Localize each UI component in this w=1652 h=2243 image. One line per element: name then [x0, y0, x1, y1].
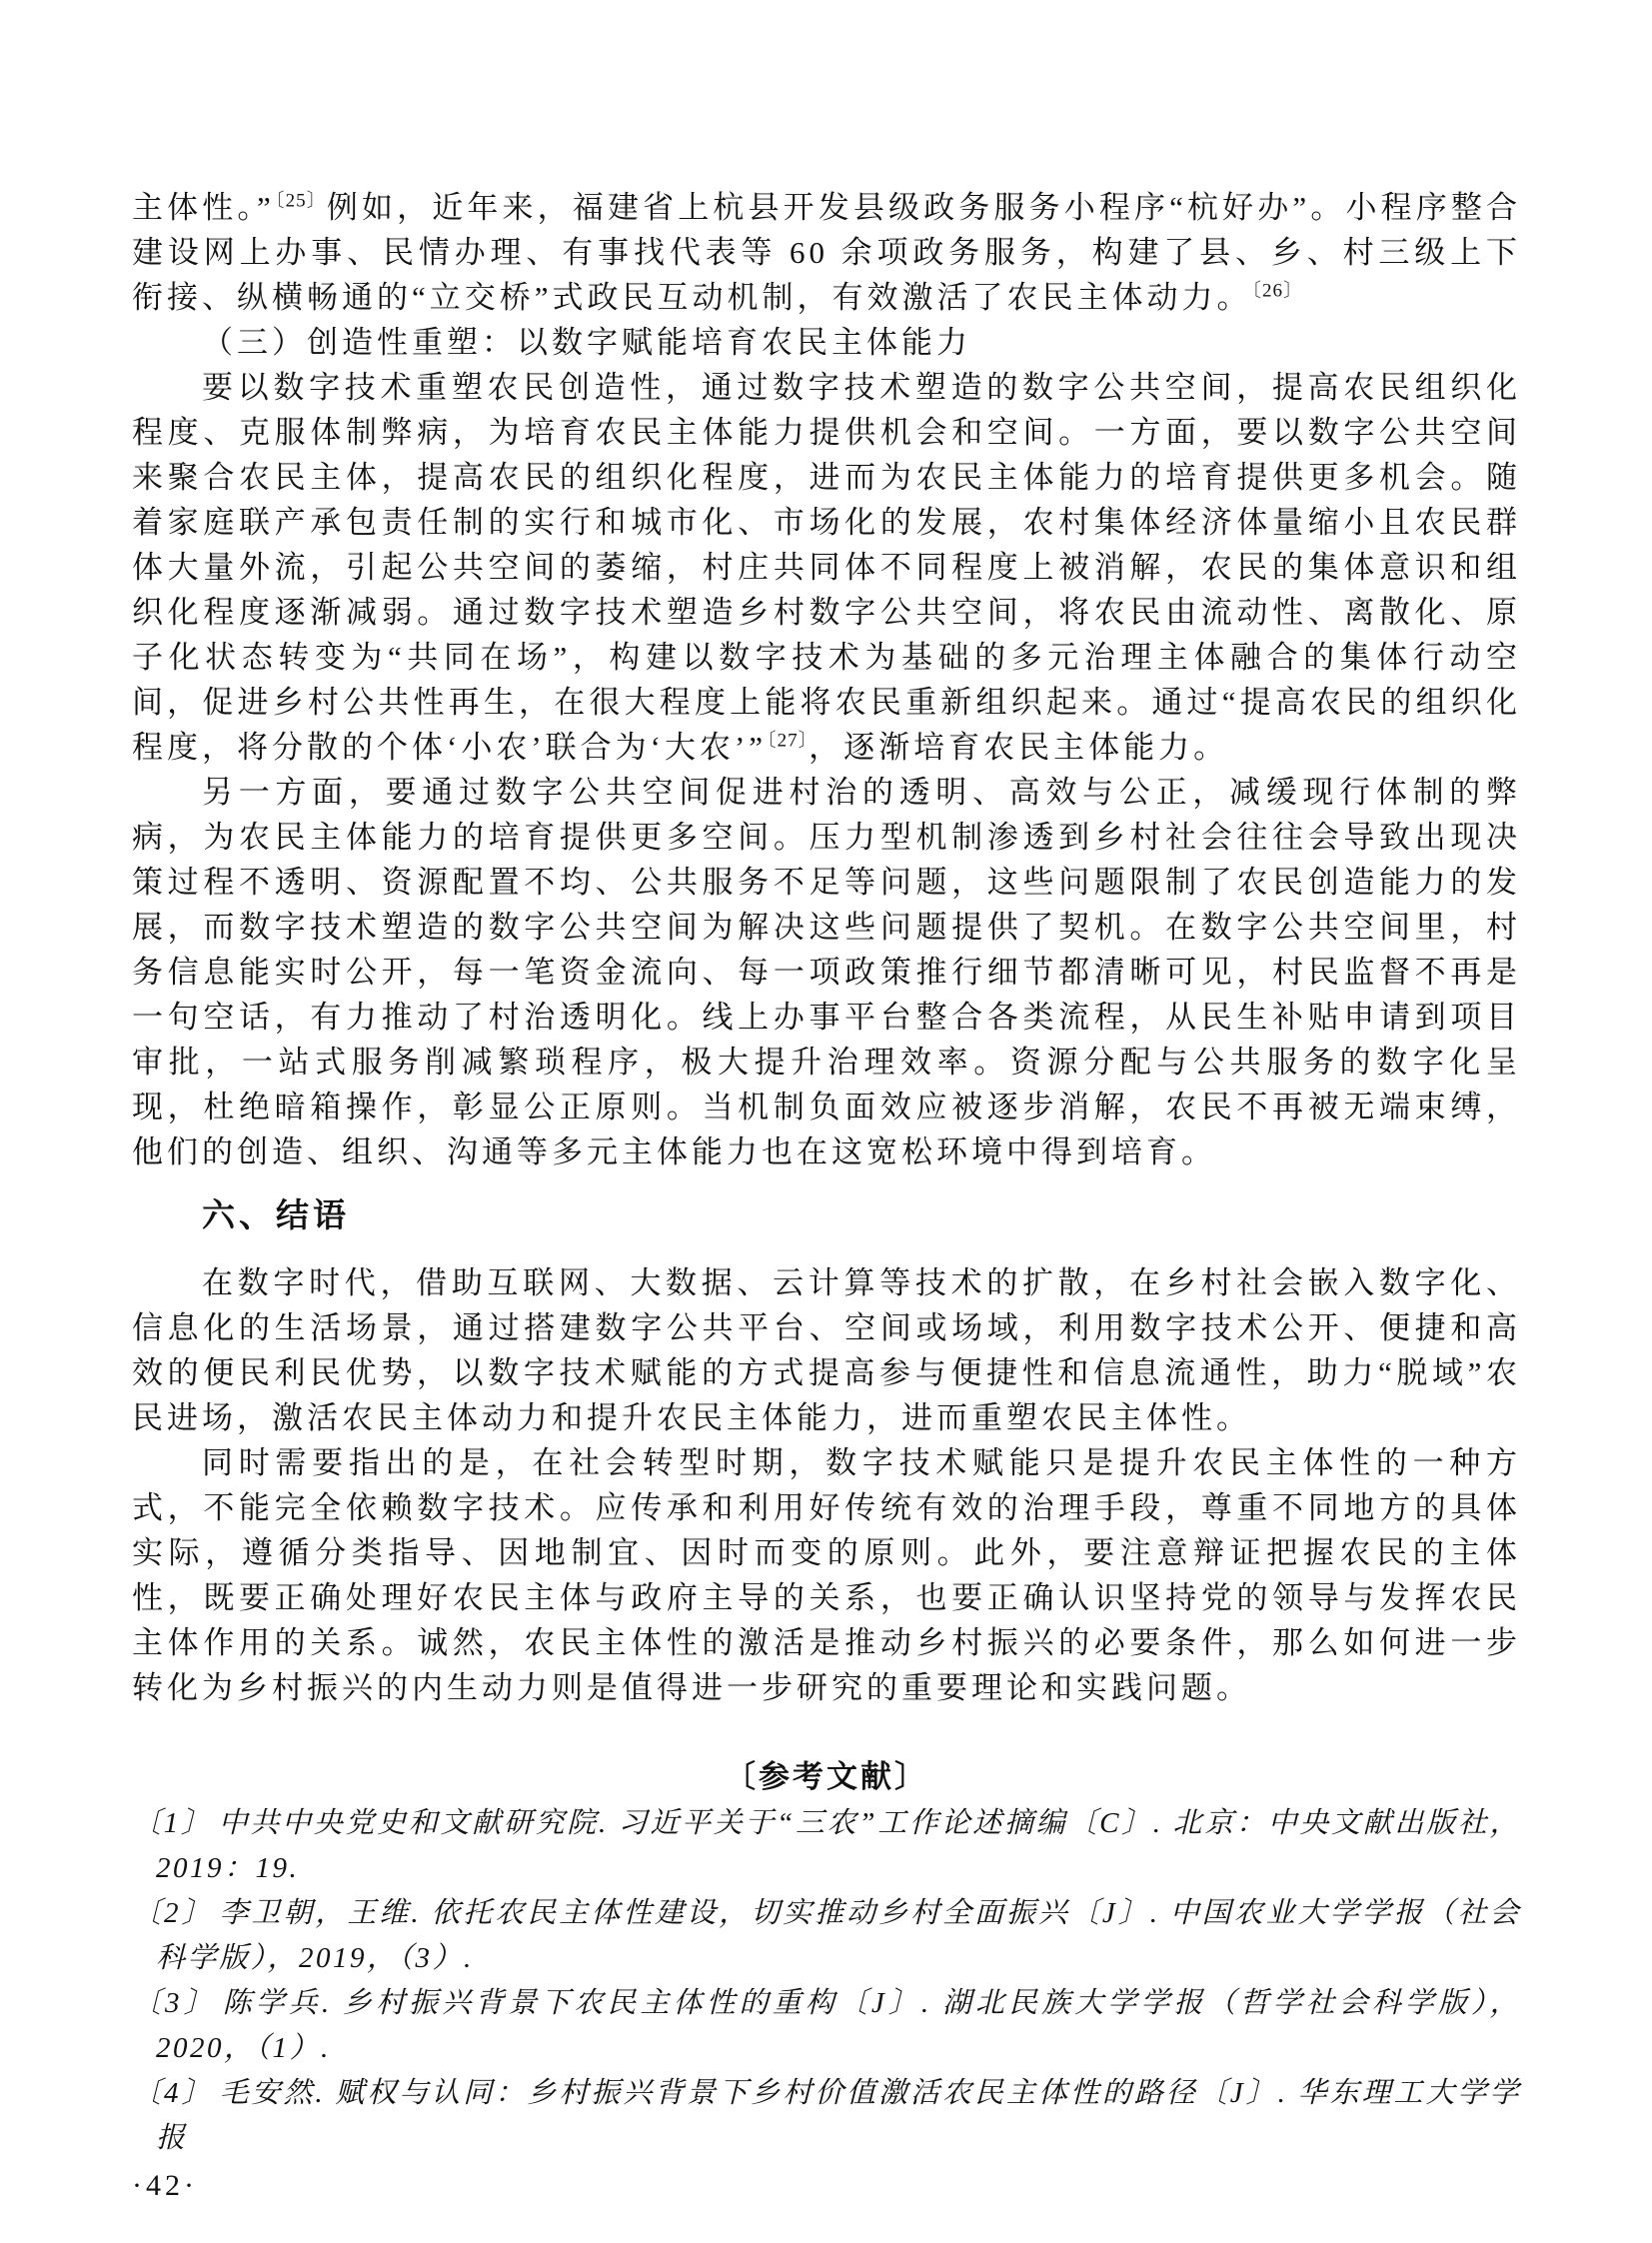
- references-heading: 〔参考文献〕: [725, 1759, 928, 1794]
- reference-item: [132, 1981, 1521, 2071]
- reference-label: 〔1〕: [132, 1807, 213, 1839]
- reference-text: 陈学兵. 乡村振兴背景下农民主体性的重构〔J〕. 湖北民族大学学报（哲学社会科学版），2020，（1）.: [156, 1987, 1521, 2064]
- page-number: ·42·: [132, 2169, 198, 2202]
- paragraph-continuation: [132, 185, 1521, 320]
- paragraph-creative-reshaping: [132, 365, 1521, 770]
- reference-item: [132, 1891, 1521, 1981]
- heading-section-three: （三）创造性重塑：以数字赋能培育农民主体能力: [202, 325, 971, 360]
- citation-26-marker: 〔26〕: [1251, 280, 1304, 302]
- citation-25-marker: 〔25〕: [274, 190, 327, 212]
- citation-27-marker: 〔27〕: [767, 730, 810, 752]
- paragraph-village-governance: 另一方面，要通过数字公共空间促进村治的透明、高效与公正，减缓现行体制的弊病，为农民主体能力的培育提供更多空间。压力型机制渗透到乡村社会往往会导致出现决策过程不透明、资源配置不均、公共服务不足等问题，这些问题限制了农民创造能力的发展，而数字技术塑造的数字公共空间为解决这些问题提供了契机。在数字公共空间里，村务信息能实时公开，每一笔资金流向、每一项政策推行细节都清晰可见，村民监督不再是一句空话，有力推动了村治透明化。线上办事平台整合各类流程，从民生补贴申请到项目审批，一站式服务削减繁琐程序，极大提升治理效率。资源分配与公共服务的数字化呈现，杜绝暗箱操作，彰显公正原则。当机制负面效应被逐步消解，农民不再被无端束缚，他们的创造、组织、沟通等多元主体能力也在这宽松环境中得到培育。: [132, 775, 1521, 1169]
- reference-item: [132, 2071, 1521, 2161]
- heading-conclusion: 六、结语: [202, 1196, 350, 1233]
- reference-text: 中共中央党史和文献研究院. 习近平关于“三农”工作论述摘编〔C〕. 北京：中央文献出版社，2019：19.: [156, 1807, 1521, 1884]
- paragraph-conclusion-second: 同时需要指出的是，在社会转型时期，数字技术赋能只是提升农民主体性的一种方式，不能完全依赖数字技术。应传承和利用好传统有效的治理手段，尊重不同地方的具体实际，遵循分类指导、因地制宜、因时而变的原则。此外，要注意辩证把握农民的主体性，既要正确处理好农民主体与政府主导的关系，也要正确认识坚持党的领导与发挥农民主体作用的关系。诚然，农民主体性的激活是推动乡村振兴的必要条件，那么如何进一步转化为乡村振兴的内生动力则是值得进一步研究的重要理论和实践问题。: [132, 1445, 1521, 1705]
- reference-label: 〔2〕: [132, 1897, 214, 1929]
- paragraph-text: 主体性。”: [132, 190, 275, 225]
- paragraph-text: 例如，近年来，福建省上杭县开发县级政务服务小程序“杭好办”。小程序整合建设网上办事、民情办理、有事找代表等 60 余项政务服务，构建了县、乡、村三级上下衔接、纵横畅通的“立交桥”式政民互动机制，有效激活了农民主体动力。: [132, 190, 1521, 315]
- reference-text: 李卫朝，王维. 依托农民主体性建设，切实推动乡村全面振兴〔J〕. 中国农业大学学报（社会科学版），2019，（3）.: [156, 1897, 1521, 1974]
- reference-text: 毛安然. 赋权与认同：乡村振兴背景下乡村价值激活农民主体性的路径〔J〕. 华东理工大学学报: [156, 2077, 1521, 2154]
- reference-label: 〔3〕: [132, 1987, 217, 2019]
- text-column: [132, 185, 1521, 2208]
- paragraph-text: 要以数字技术重塑农民创造性，通过数字技术塑造的数字公共空间，提高农民组织化程度、克服体制弊病，为培育农民主体能力提供机会和空间。一方面，要以数字公共空间来聚合农民主体，提高农民的组织化程度，进而为农民主体能力的培育提供更多机会。随着家庭联产承包责任制的实行和城市化、市场化的发展，农村集体经济体量缩小且农民群体大量外流，引起公共空间的萎缩，村庄共同体不同程度上被消解，农民的集体意识和组织化程度逐渐减弱。通过数字技术塑造乡村数字公共空间，将农民由流动性、离散化、原子化状态转变为“共同在场”，构建以数字技术为基础的多元治理主体融合的集体行动空间，促进乡村公共性再生，在很大程度上能将农民重新组织起来。通过“提高农民的组织化程度，将分散的个体‘小农’联合为‘大农’”: [132, 370, 1521, 765]
- paragraph-conclusion-first: 在数字时代，借助互联网、大数据、云计算等技术的扩散，在乡村社会嵌入数字化、信息化的生活场景，通过搭建数字公共平台、空间或场域，利用数字技术公开、便捷和高效的便民利民优势，以数字技术赋能的方式提高参与便捷性和信息流通性，助力“脱域”农民进场，激活农民主体动力和提升农民主体能力，进而重塑农民主体性。: [132, 1265, 1521, 1435]
- paragraph-text: ，逐渐培育农民主体能力。: [809, 730, 1229, 765]
- reference-label: 〔4〕: [132, 2077, 214, 2109]
- reference-item: [132, 1801, 1521, 1891]
